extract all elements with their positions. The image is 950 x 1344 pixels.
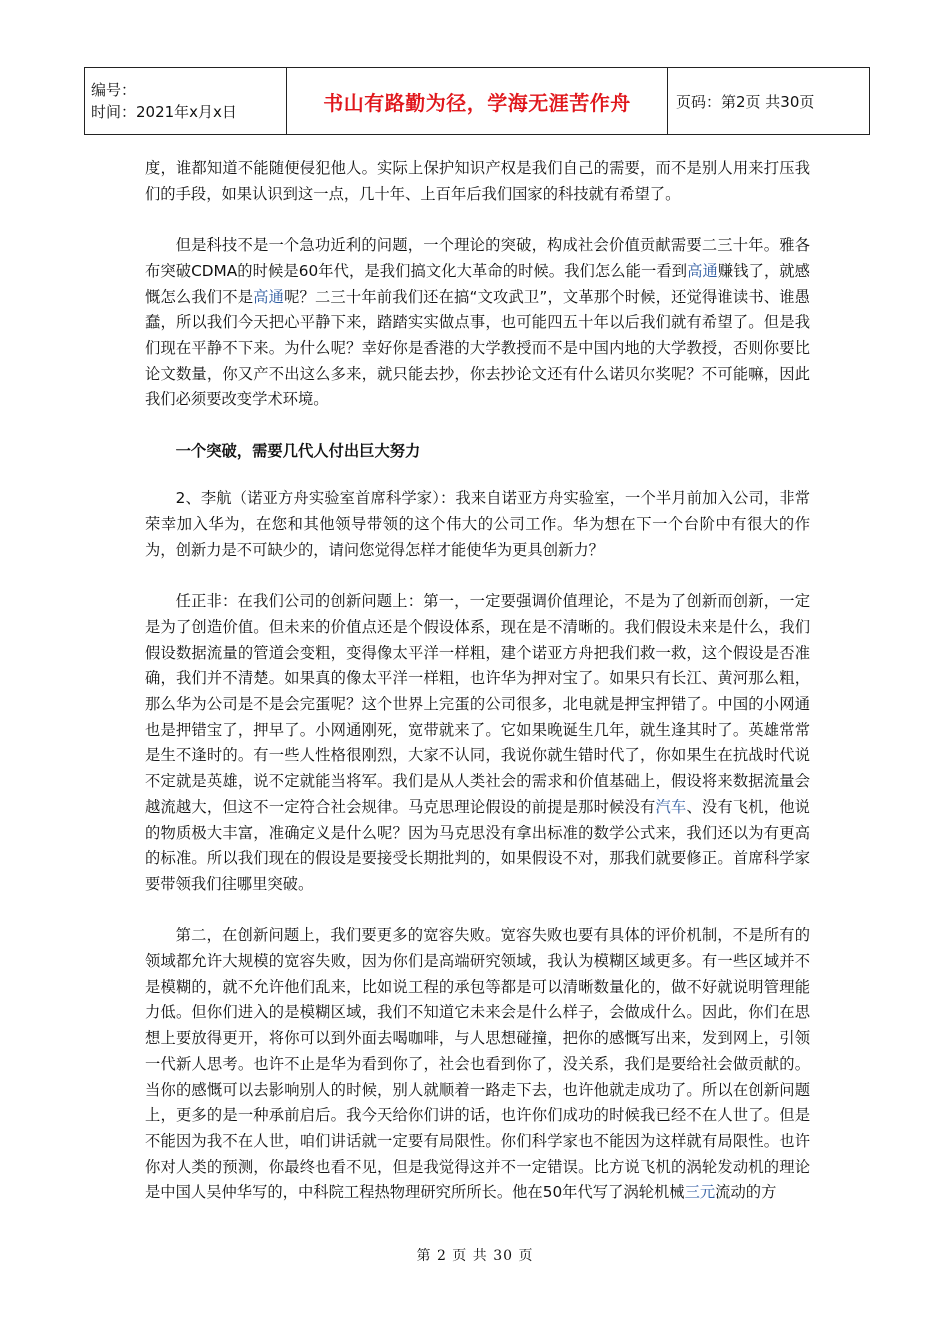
document-body [145,156,810,1232]
page-footer: 第 2 页 共 30 页 [416,1248,534,1264]
link-qualcomm[interactable]: 高通 [687,261,718,280]
section-heading: 一个突破，需要几代人付出巨大努力 [175,441,421,460]
header-info-cell [85,68,287,135]
time-label: 时间：2021年x月x日 [91,103,237,121]
page-label: 页码：第2页 共30页 [668,68,870,135]
paragraph-5: 第二，在创新问题上，我们要更多的宽容失败。宽容失败也要有具体的评价机制，不是所有的领域都允许大规模的宽容失败，因为你们是高端研究领域，我认为模糊区域更多。有一些区域并不是模糊的，就不允许他们乱来，比如说工程的承包等都是可以清晰数量化的，做不好就说明管理能力低。但你们进入的是模糊区域，我们不知道它未来会是什么样子，会做成什么。因此，你们在思想上要放得更开，将你可以到外面去喝咖啡，与人思想碰撞，把你的感慨写出来，发到网上，引领一代新人思考。也许不止是华为看到你了，社会也看到你了，没关系，我们是要给社会做贡献的。当你的感慨可以去影响别人的时候，别人就顺着一路走下去，也许他就走成功了。所以在创新问题上，更多的是一种承前启后。我今天给你们讲的话，也许你们成功的时候我已经不在人世了。但是不能因为我不在人世，咱们讲话就一定要有局限性。你们科学家也不能因为这样就有局限性。也许你对人类的预测，你最终也看不见，但是我觉得这并不一定错误。比方说飞机的涡轮发动机的理论是中国人吴仲华写的，中科院工程热物理研究所所长。他在50年代写了涡轮机械三元流动的方 [145,926,810,1202]
number-label: 编号： [91,81,137,99]
paragraph-4: 任正非：在我们公司的创新问题上：第一，一定要强调价值理论，不是为了创新而创新，一定是为了创造价值。但未来的价值点还是个假设体系，现在是不清晰的。我们假设未来是什么，我们假设数据流量的管道会变粗，变得像太平洋一样粗，建个诺亚方舟把我们救一救，这个假设是否准确，我们并不清楚。如果真的像太平洋一样粗，也许华为押对宝了。如果只有长江、黄河那么粗，那么华为公司是不是会完蛋呢？这个世界上完蛋的公司很多，北电就是押宝押错了。中国的小网通也是押错宝了，押早了。小网通刚死，宽带就来了。它如果晚诞生几年，就生逢其时了。英雄常常是生不逢时的。有一些人性格很刚烈，大家不认同，我说你就生错时代了，你如果生在抗战时代说不定就是英雄，说不定就能当将军。我们是从人类社会的需求和价值基础上，假设将来数据流量会越流越大，但这不一定符合社会规律。马克思理论假设的前提是那时候没有汽车、没有飞机，他说的物质极大丰富，准确定义是什么呢？因为马克思没有拿出标准的数学公式来，我们还以为有更高的标准。所以我们现在的假设是要接受长期批判的，如果假设不对，那我们就要修正。首席科学家要带领我们往哪里突破。 [145,592,810,893]
paragraph-2: 但是科技不是一个急功近利的问题，一个理论的突破，构成社会价值贡献需要二三十年。雅各布突破CDMA的时候是60年代，是我们搞文化大革命的时候。我们怎么能一看到高通赚钱了，就感慨怎么我们不是高通呢？二三十年前我们还在搞“文攻武卫”，文革那个时候，还觉得谁读书、谁愚蠢，所以我们今天把心平静下来，踏踏实实做点事，也可能四五十年以后我们就有希望了。但是我们现在平静不下来。为什么呢？幸好你是香港的大学教授而不是中国内地的大学教授，否则你要比论文数量，你又产不出这么多来，就只能去抄，你去抄论文还有什么诺贝尔奖呢？不可能嘛，因此我们必须要改变学术环境。 [145,236,810,409]
motto: 书山有路勤为径，学海无涯苦作舟 [287,68,668,135]
link-car[interactable]: 汽车 [655,797,687,816]
paragraph-1: 度，谁都知道不能随便侵犯他人。实际上保护知识产权是我们自己的需要，而不是别人用来打压我们的手段，如果认识到这一点，几十年、上百年后我们国家的科技就有希望了。 [145,159,810,203]
link-ternary[interactable]: 三元 [684,1183,716,1202]
link-qualcomm-2[interactable]: 高通 [253,287,285,306]
header-table [84,67,870,135]
paragraph-3: 2、李航（诺亚方舟实验室首席科学家）：我来自诺亚方舟实验室，一个半月前加入公司，非常荣幸加入华为，在您和其他领导带领的这个伟大的公司工作。华为想在下一个台阶中有很大的作为，创新力是不可缺少的，请问您觉得怎样才能使华为更具创新力？ [145,489,810,559]
